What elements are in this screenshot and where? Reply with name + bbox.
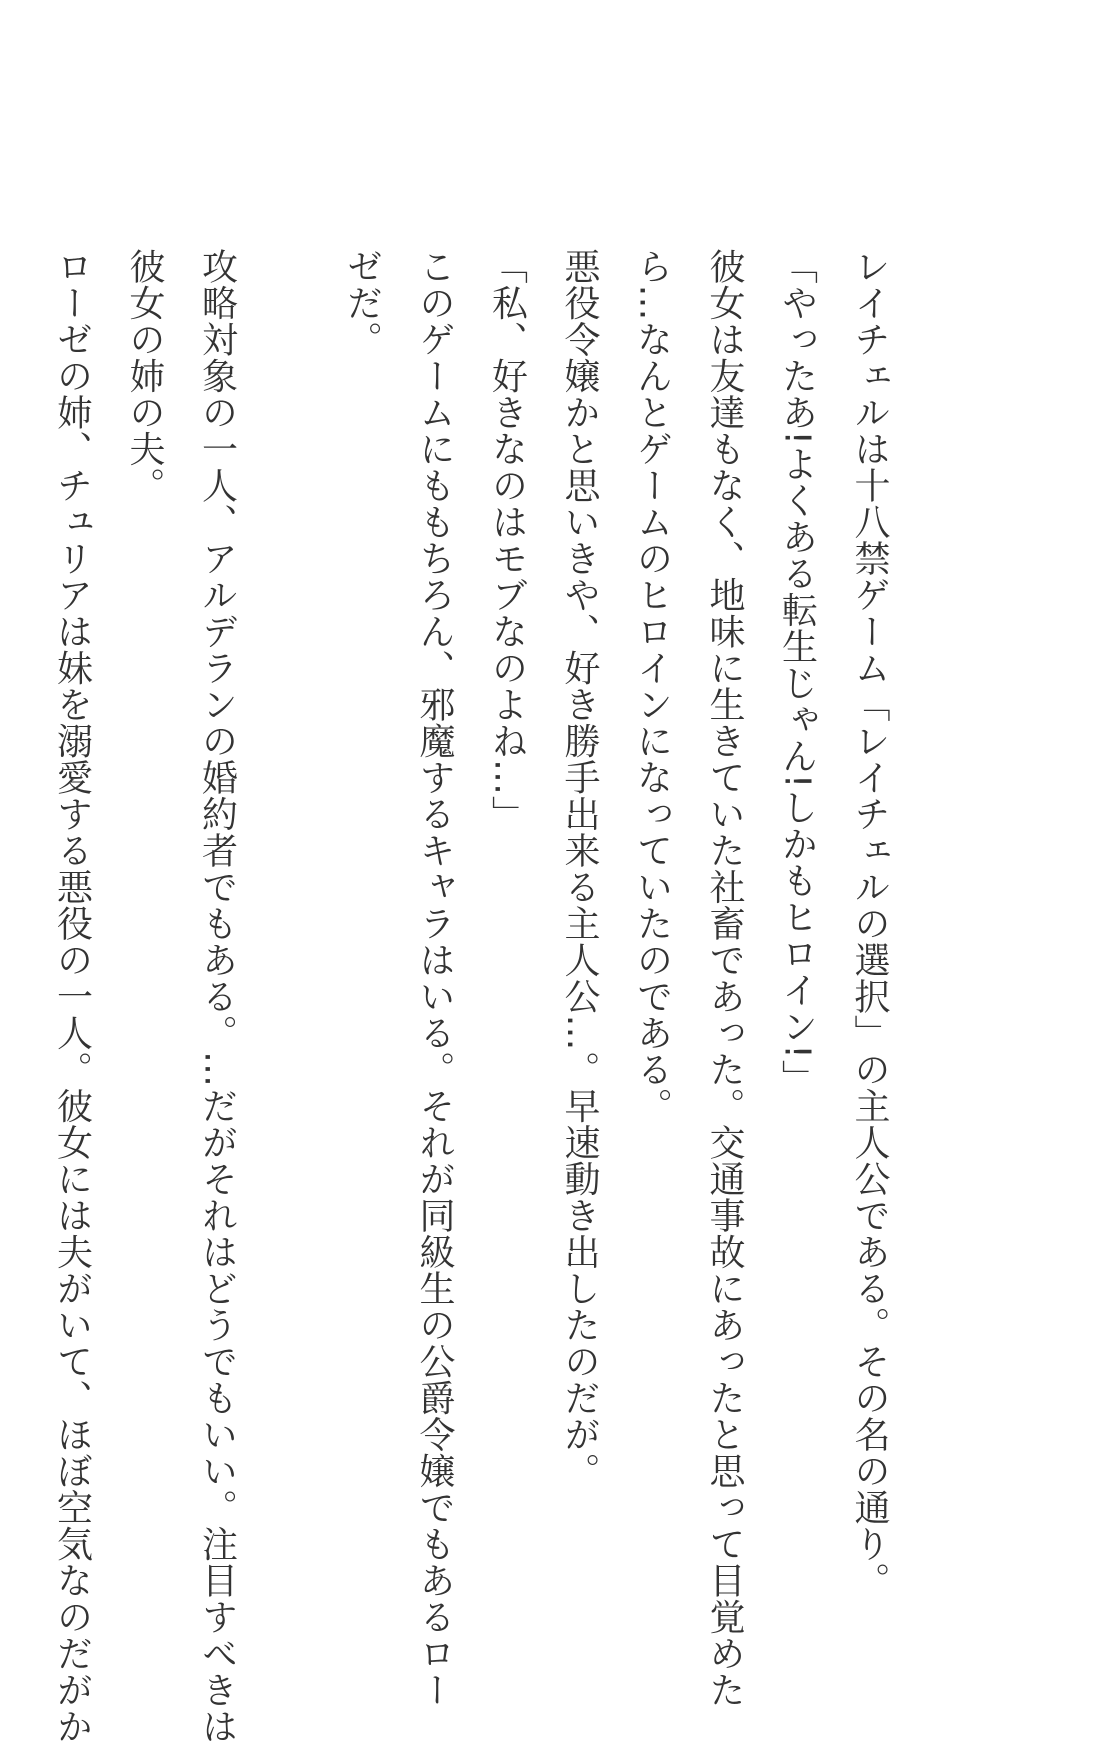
text-line-3: 彼女は友達もなく、地味に生きていた社畜であった。交通事故にあったと思って目覚めた: [704, 248, 745, 1708]
text-line-9: 攻略対象の一人、アルデランの婚約者でもある。…だがそれはどうでもいい。注目すべきは: [196, 248, 238, 1745]
text-line-2: 「やったあ!よくある転生じゃん!しかもヒロイン!」: [776, 248, 818, 1096]
text-line-11: ローゼの姉、チュリアは妹を溺愛する悪役の一人。彼女には夫がいて、ほぼ空気なのだがか: [51, 248, 93, 1745]
vertical-text-body: [35, 248, 905, 1745]
text-line-5: 悪役令嬢かと思いきや、好き勝手出来る主人公…。早速動き出したのだが。: [559, 248, 600, 1489]
text-line-6: 「私、好きなのはモブなのよね…」: [486, 248, 528, 832]
text-line-4: ら…なんとゲームのヒロインになっていたのである。: [631, 248, 673, 1124]
text-line-blank: [253, 248, 326, 1368]
text-line-8: ゼだ。: [341, 248, 383, 358]
text-line-10: 彼女の姉の夫。: [124, 248, 165, 504]
text-line-1: レイチェルは十八禁ゲーム「レイチェルの選択」の主人公である。その名の通り。: [849, 248, 890, 1599]
text-line-7: このゲームにももちろん、邪魔するキャラはいる。それが同級生の公爵令嬢でもあるロー: [414, 248, 455, 1708]
